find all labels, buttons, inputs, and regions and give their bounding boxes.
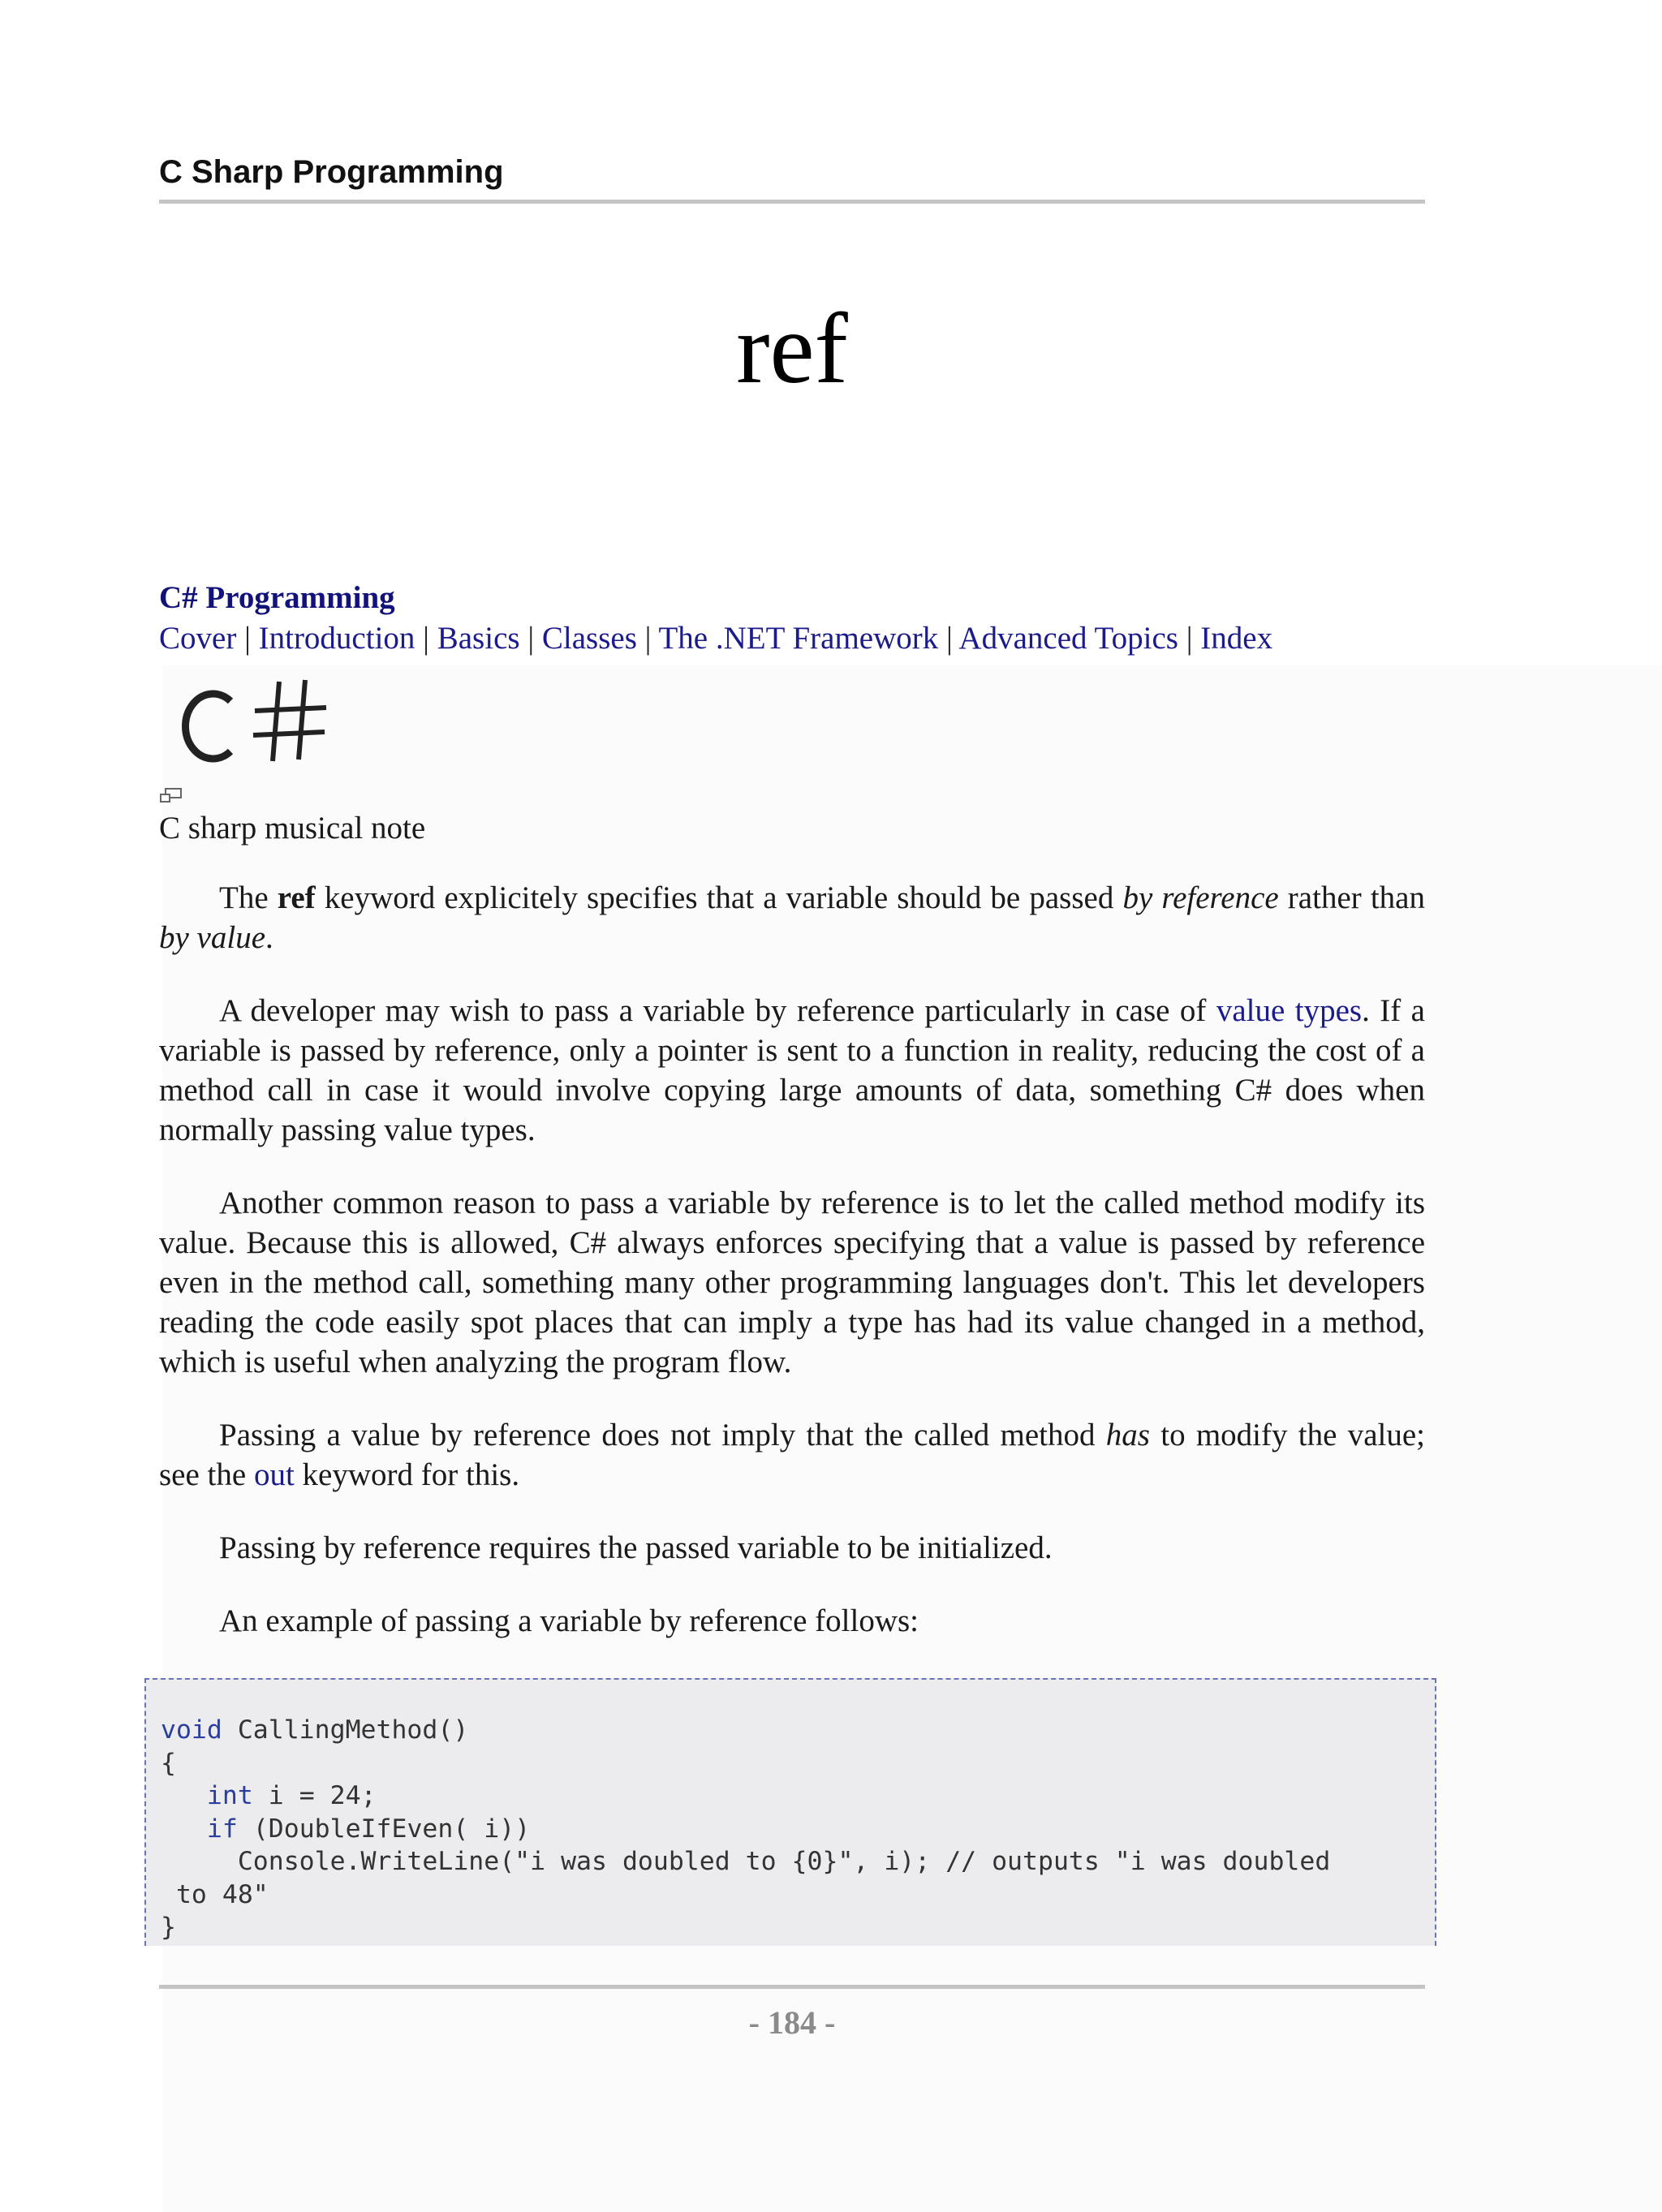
nav-separator: | [938,621,959,656]
nav-link-introduction[interactable]: Introduction [258,621,416,656]
paragraph: An example of passing a variable by reference follows: [219,1603,919,1638]
book-title: C Sharp Programming [159,154,504,190]
link-out[interactable]: out [253,1457,295,1492]
nav-link-advanced-topics[interactable]: Advanced Topics [958,621,1178,656]
nav-separator: | [636,621,659,656]
code-keyword: void [161,1715,222,1745]
nav-links [159,618,1425,659]
text: to modify the value; see the [159,1418,1425,1492]
code-line: to 48" [161,1879,269,1909]
code-text: (DoubleIfEven( i)) [237,1814,531,1844]
code-line: { [161,1748,176,1778]
page-number: - 184 - [748,2004,836,2041]
code-text: CallingMethod() [222,1715,469,1745]
article-body [159,878,1425,1674]
code-line [161,1813,1435,1846]
text: rather than [1278,880,1425,915]
code-line: } [161,1913,176,1942]
nav-separator: | [236,621,259,656]
paragraph [159,1415,1425,1495]
text: . [265,920,273,955]
emphasis: has [1105,1418,1150,1452]
code-line: Console.WriteLine("i was doubled to {0}", i); // outputs "i was doubled [161,1847,1331,1876]
nav-separator: | [415,621,437,656]
nav-link-net-framework[interactable]: The .NET Framework [658,621,939,656]
enlarge-icon[interactable] [159,787,183,805]
paragraph: Passing by reference requires the passed variable to be initialized. [219,1530,1053,1565]
link-value-types[interactable]: value types [1216,993,1363,1028]
emphasis: by reference [1122,880,1279,915]
nav-link-classes[interactable]: Classes [541,621,637,656]
image-caption: C sharp musical note [159,811,426,846]
code-keyword: if [206,1814,238,1844]
keyword-ref: ref [277,880,316,915]
nav-separator: | [1178,621,1201,656]
chapter-title: ref [736,293,848,404]
c-sharp-logo-icon[interactable] [159,665,338,787]
nav-heading: C# Programming [159,580,395,615]
running-header [159,153,1425,204]
page-footer [159,1985,1425,2042]
nav-separator: | [519,621,542,656]
nav-link-basics[interactable]: Basics [437,621,520,656]
code-indent [161,1814,207,1844]
code-line [161,1779,1435,1813]
nav-link-index[interactable]: Index [1200,621,1273,656]
text: keyword explicitely specifies that a variable should be passed [315,880,1123,915]
code-text: i = 24; [252,1781,377,1810]
code-keyword: int [206,1781,253,1810]
code-indent [161,1781,207,1810]
text: Passing a value by reference does not imply that the called method [219,1418,1106,1452]
text: . If a variable is passed by reference, only a pointer is sent to a function in reality, reducing the cost of a method call in case it would involve copying large amounts of data, something C# does when normally passing value types. [159,993,1425,1147]
text: A developer may wish to pass a variable by reference particularly in case of [219,993,1216,1028]
text: The [219,880,278,915]
emphasis: by value [159,920,266,955]
book-navigation [159,578,1425,659]
nav-link-cover[interactable]: Cover [159,621,237,656]
code-line [161,1714,1435,1747]
paragraph [159,878,1425,958]
footer-rule [159,1985,1425,1989]
paragraph: Another common reason to pass a variable by reference is to let the called method modify its value. Because this is allowed, C# always enforces specifying that a value is passed by reference even in the method call, something many other programming languages don't. This let developers reading the code easily spot places that can imply a type has had its value changed in a method, which is useful when analyzing the program flow. [159,1186,1425,1379]
paragraph [159,991,1425,1150]
code-block [144,1678,1436,1946]
header-rule [159,200,1425,204]
text: keyword for this. [294,1457,520,1492]
